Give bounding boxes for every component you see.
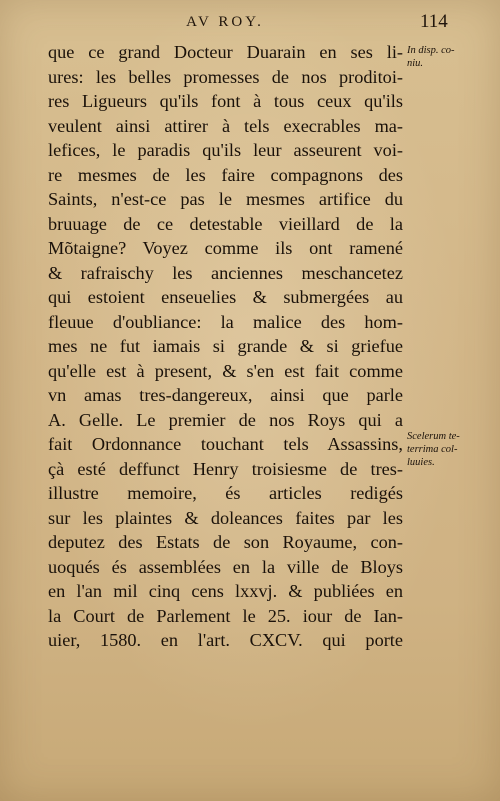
text-line: veulent ainsi attirer à tels execrables ma- <box>48 115 403 136</box>
text-line: Mõtaigne? Voyez comme ils ont ramené <box>48 238 403 258</box>
margin-note-line: In disp. co- <box>407 45 455 56</box>
text-line: la Court de Parlement le 25. iour de Ian- <box>48 605 403 626</box>
margin-note-line: terrima col- <box>407 444 458 455</box>
body-text <box>48 40 403 653</box>
text-line: ures: les belles promesses de nos proditoi- <box>48 66 403 87</box>
page-number: 114 <box>420 11 448 32</box>
text-line: sur les plaintes & doleances faites par les <box>48 507 403 528</box>
text-line: deputez des Estats de son Royaume, con- <box>48 532 403 552</box>
margin-note-line: Scelerum te- <box>407 431 460 442</box>
text-line: & rafraischy les anciennes meschancetez <box>48 262 403 283</box>
margin-note-line: luuies. <box>407 457 435 468</box>
text-line: res Ligueurs qu'ils font à tous ceux qu'ils <box>48 91 403 111</box>
text-line: bruuage de ce detestable vieillard de la <box>48 213 403 234</box>
text-line: Saints, n'est-ce pas le mesmes artifice du <box>48 189 403 209</box>
running-title: AV ROY. <box>186 14 264 30</box>
margin-note-citation <box>407 44 497 70</box>
text-line: qu'elle est à present, & s'en est fait comme <box>48 360 403 381</box>
margin-note-quotation <box>407 430 497 469</box>
text-line: fleuue d'oubliance: la malice des hom- <box>48 311 403 332</box>
text-line: A. Gelle. Le premier de nos Roys qui a <box>48 409 403 430</box>
text-line: çà esté deffunct Henry troisiesme de tres- <box>48 458 403 479</box>
text-line: en l'an mil cinq cens lxxvj. & publiées en <box>48 581 403 601</box>
text-line: uoqués és assemblées en la ville de Bloys <box>48 556 403 577</box>
text-line: qui estoient enseuelies & submergées au <box>48 287 403 307</box>
text-line: mes ne fut iamais si grande & si griefue <box>48 336 403 356</box>
text-line: que ce grand Docteur Duarain en ses li- <box>48 42 403 62</box>
page-header <box>0 11 500 38</box>
text-line: vn amas tres-dangereux, ainsi que parle <box>48 385 403 405</box>
margin-note-line: niu. <box>407 58 424 69</box>
text-line: illustre memoire, és articles redigés <box>48 483 403 503</box>
text-line: re mesmes de les faire compagnons des <box>48 164 403 185</box>
text-line: fait Ordonnance touchant tels Assassins, <box>48 434 403 454</box>
text-line: lefices, le paradis qu'ils leur asseurent voi- <box>48 140 403 160</box>
text-line: uier, 1580. en l'art. CXCV. qui porte <box>48 630 403 650</box>
